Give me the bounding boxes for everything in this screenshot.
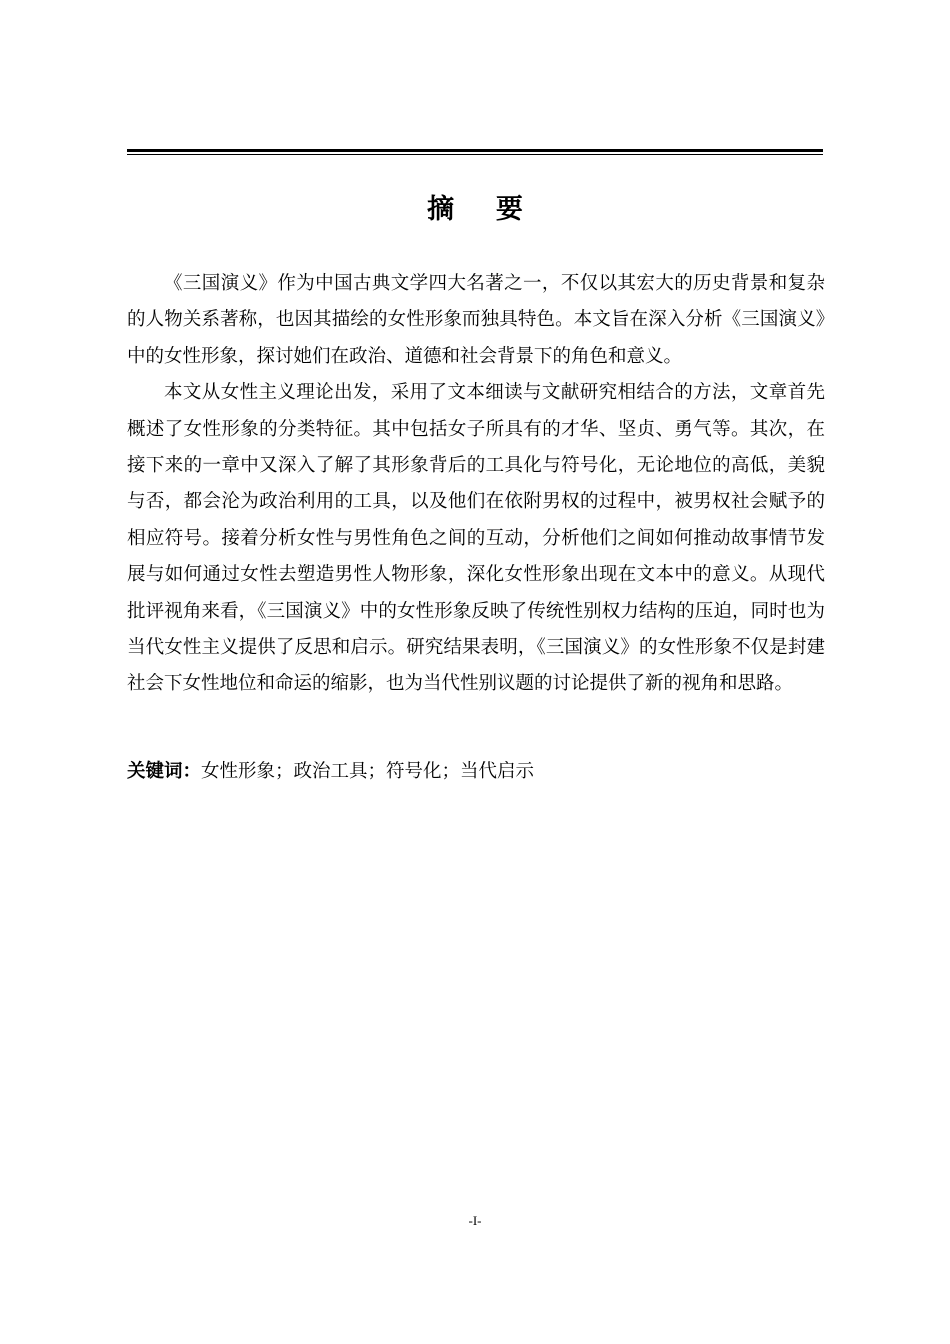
abstract-paragraph-1: 《三国演义》作为中国古典文学四大名著之一，不仅以其宏大的历史背景和复杂的人物关系著称，也因其描绘的女性形象而独具特色。本文旨在深入分析《三国演义》中的女性形象，探讨她们在政治、道德和社会背景下的角色和意义。 [127,273,825,367]
keywords-value: 女性形象；政治工具；符号化；当代启示 [201,761,535,782]
abstract-body [127,266,825,703]
page-title: 摘 要 [427,194,540,225]
page-number: -I- [468,1213,482,1228]
abstract-paragraph-2: 本文从女性主义理论出发，采用了文本细读与文献研究相结合的方法，文章首先概述了女性形象的分类特征。其中包括女子所具有的才华、坚贞、勇气等。其次，在接下来的一章中又深入了解了其形象背后的工具化与符号化，无论地位的高低，美貌与否，都会沦为政治利用的工具，以及他们在依附男权的过程中，被男权社会赋予的相应符号。接着分析女性与男性角色之间的互动，分析他们之间如何推动故事情节发展与如何通过女性去塑造男性人物形象，深化女性形象出现在文本中的意义。从现代批评视角来看，《三国演义》中的女性形象反映了传统性别权力结构的压迫，同时也为当代女性主义提供了反思和启示。研究结果表明，《三国演义》的女性形象不仅是封建社会下女性地位和命运的缩影，也为当代性别议题的讨论提供了新的视角和思路。 [127,382,825,695]
keywords-label: 关键词： [127,761,202,782]
header-rule-thick [127,149,823,152]
keywords-line [127,754,825,790]
header-rule-thin [127,154,823,155]
